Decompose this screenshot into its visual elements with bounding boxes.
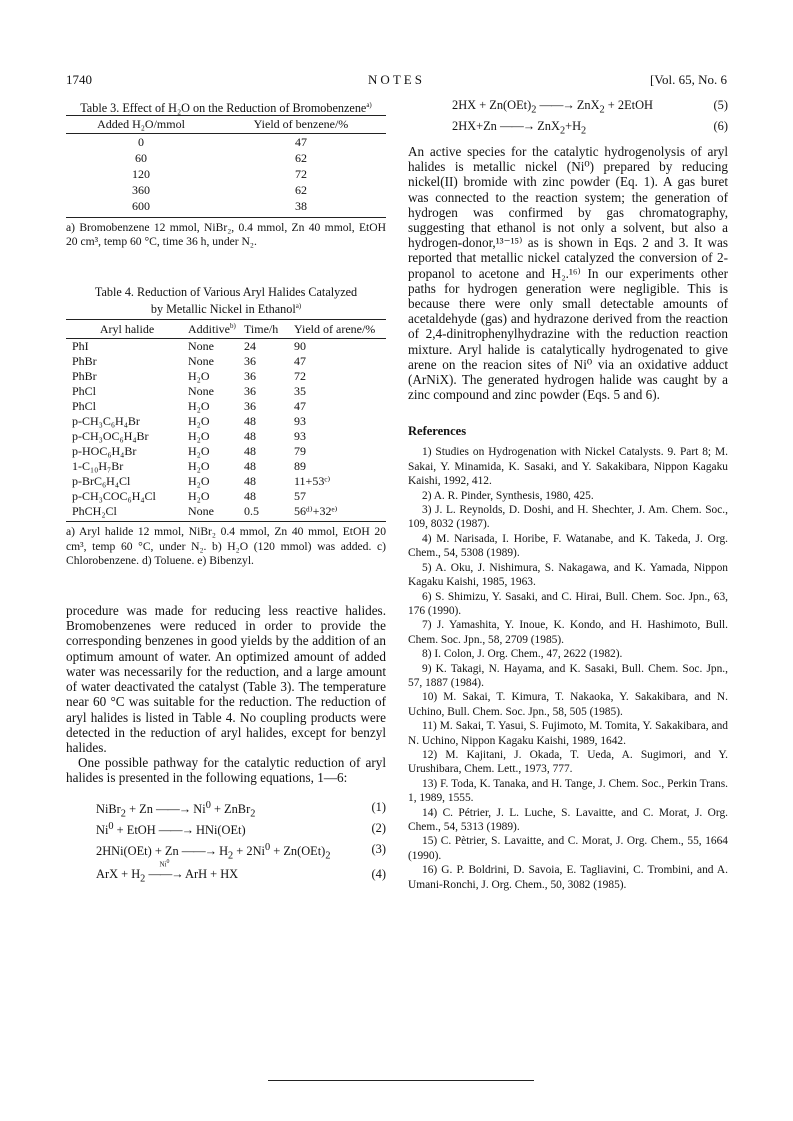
equation-2: $Ni^0$ + EtOH ——→ HNi(OEt) (2)	[96, 820, 386, 837]
left-column	[66, 98, 386, 888]
table-cell: 48	[244, 489, 256, 504]
table-row	[66, 414, 386, 429]
table-cell: 36	[244, 354, 256, 369]
table-cell: 1-C₁₀H₇Br	[72, 459, 124, 474]
reference-item: 11) M. Sakai, T. Yasui, S. Fujimoto, M. Tomita, Y. Sakakibara, and N. Uchino, Nippon Kagaku Kaishi, 1989, 1642.	[408, 720, 728, 747]
reference-item: 7) J. Yamashita, Y. Inoue, K. Kondo, and H. Hashimoto, Bull. Chem. Soc. Jpn., 58, 2709 (1985).	[408, 619, 728, 646]
table-cell: 72	[294, 369, 306, 384]
table-row	[66, 354, 386, 369]
table-cell: p-CH₃COC₆H₄Cl	[72, 489, 156, 504]
table-cell: 47	[295, 134, 307, 149]
right-column	[408, 98, 728, 892]
table-row	[66, 489, 386, 504]
paragraph: An active species for the catalytic hydrogenolysis of aryl halides is metallic nickel (Ni⁰) prepared by reducing nickel(II) bromide with zinc powder (Eq. 1). A gas buret was connected to the reaction system; the generation of hydrogen was confirmed by gas chromatography, suggesting that ethanol is not only a solvent, but also a hydrogen-donor,¹³⁻¹⁵⁾ as is shown in Eqs. 2 and 3. It was reported that metallic nickel catalyzed the conversion of 2-propanol to acetone and H₂.¹⁶⁾ In our experiments other paths for hydrogen generation were negligible. This is because there were only small detectable amounts of acetaldehyde (gas) and hydrazone derived from the reaction of 2,4-dinitrophenylhydrazine with the reduction reaction mixture. Aryl halide is catalytically hydrogenated to give arene on the reacion sites of Ni⁰ via an oxidative adduct (ArNiX). The generated hydrogen halide was caught by a zinc compound and zinc powder (Eqs. 5 and 6).	[408, 144, 728, 403]
table-row	[66, 384, 386, 399]
references-heading: References	[408, 424, 467, 439]
table-row	[66, 474, 386, 489]
running-header	[66, 72, 727, 88]
table-cell: 36	[244, 399, 256, 414]
table-cell: H₂O	[188, 489, 210, 504]
column-header: Yield of benzene/%	[253, 117, 349, 131]
table-cell: 24	[244, 339, 256, 354]
references-list	[408, 445, 728, 892]
table-cell: 36	[244, 384, 256, 399]
table-row	[66, 339, 386, 354]
table-4	[66, 285, 386, 568]
table-cell: 47	[294, 399, 306, 414]
volume-label: [Vol. 65, No. 6	[649, 72, 727, 87]
table-cell: H₂O	[188, 399, 210, 414]
table-cell: PhCl	[72, 399, 97, 414]
table-cell: None	[188, 339, 214, 354]
table-cell: H₂O	[188, 369, 210, 384]
table-cell: 38	[295, 198, 307, 213]
table-cell: H₂O	[188, 444, 210, 459]
table-cell: None	[188, 384, 214, 399]
table-cell: 57	[294, 489, 306, 504]
table-cell: 89	[294, 459, 306, 474]
table-row	[66, 504, 386, 519]
equation-6: 2HX+Zn ——→ $ZnX_2+H_2$ (6)	[452, 119, 728, 137]
table-cell: 47	[294, 354, 306, 369]
table-cell: p-CH₃OC₆H₄Br	[72, 429, 149, 444]
end-rule	[268, 1080, 534, 1081]
table-row	[66, 429, 386, 444]
section-title: NOTES	[368, 72, 425, 87]
reference-item: 9) K. Takagi, N. Hayama, and K. Sasaki, Bull. Chem. Soc. Jpn., 57, 1887 (1984).	[408, 662, 728, 689]
table-cell: 35	[294, 384, 306, 399]
table-cell: 48	[244, 444, 256, 459]
equation-5: $2HX + Zn(OEt)_2$ ——→ ZnX$_2$ + 2EtOH (5)	[452, 98, 728, 116]
table-3-caption: Table 3. Effect of H₂O on the Reduction of Bromobenzene$^{a)}$	[80, 101, 372, 116]
table-row	[66, 459, 386, 474]
table-cell: 62	[295, 182, 307, 197]
reference-item: 10) M. Sakai, T. Kimura, T. Nakaoka, Y. Sakakibara, and N. Uchino, Bull. Chem. Soc. Jpn., 58, 505 (1985).	[408, 691, 728, 718]
table-cell: 56ᵈ⁾+32ᵉ⁾	[294, 504, 338, 519]
table-4-grid	[66, 320, 386, 519]
reference-item: 6) S. Shimizu, Y. Sasaki, and C. Hirai, Bull. Chem. Soc. Jpn., 63, 176 (1990).	[408, 590, 728, 617]
table-cell: 93	[294, 429, 306, 444]
table-cell: PhBr	[72, 369, 97, 384]
reference-item: 1) Studies on Hydrogenation with Nickel Catalysts. 9. Part 8; M. Sakai, Y. Minamida, K. Sasaki, and Y. Sakakibara, Nippon Kagaku Kaishi, 1992, 412.	[408, 446, 728, 488]
column-header: Aryl halide	[99, 321, 155, 336]
table-cell: p-HOC₆H₄Br	[72, 444, 137, 459]
table-cell: H₂O	[188, 459, 210, 474]
equation-4: ArX + $H_2$ Ni$^0$ ——→ ArH + HX (4)	[96, 858, 386, 884]
table-cell: PhCl	[72, 384, 97, 399]
column-header: Added H₂O/mmol	[97, 117, 185, 131]
table-cell: 48	[244, 474, 256, 489]
table-row	[66, 399, 386, 414]
table-cell: 36	[244, 369, 256, 384]
table-cell: p-BrC₆H₄Cl	[72, 474, 131, 489]
reference-item: 3) J. L. Reynolds, D. Doshi, and H. Shechter, J. Am. Chem. Soc., 109, 8032 (1987).	[408, 504, 728, 531]
reference-item: 4) M. Narisada, I. Horibe, F. Watanabe, and K. Takeda, J. Org. Chem., 54, 5308 (1989).	[408, 532, 728, 560]
table-cell: 48	[244, 459, 256, 474]
table-cell: PhBr	[72, 354, 97, 369]
equation-1: NiBr$_2$ + Zn ——→ $Ni^0$ + ZnBr$_2$ (1)	[96, 799, 386, 820]
table-cell: 11+53ᶜ⁾	[294, 474, 331, 489]
column-header: Additive$^{b)}$	[188, 321, 236, 336]
table-cell: 72	[295, 166, 307, 181]
table-cell: 90	[294, 339, 306, 354]
table-cell: 60	[135, 150, 147, 165]
table-3-grid	[66, 116, 386, 214]
reference-item: 16) G. P. Boldrini, D. Savoia, E. Tagliavini, C. Trombini, and A. Umani-Ronchi, J. Org. Chem., 50, 3082 (1985).	[408, 864, 728, 891]
table-cell: H₂O	[188, 414, 210, 429]
equations-left	[66, 800, 386, 888]
table-cell: PhI	[72, 339, 89, 354]
equations-right	[408, 98, 728, 140]
table-cell: 120	[132, 166, 150, 181]
reference-item: 15) C. Pètrier, S. Lavaitte, and C. Morat, J. Org. Chem., 55, 1664 (1990).	[408, 835, 728, 862]
table-cell: 79	[294, 444, 306, 459]
reference-item: 8) I. Colon, J. Org. Chem., 47, 2622 (1982).	[422, 648, 623, 661]
table-cell: None	[188, 504, 214, 519]
table-4-footnote: a) Aryl halide 12 mmol, NiBr₂ 0.4 mmol, Zn 40 mmol, EtOH 20 cm³, temp 60 °C, under N₂. b) H₂O (120 mmol) was added. c) Chlorobenzene. d) Toluene. e) Bibenzyl.	[66, 525, 386, 567]
table-cell: PhCH₂Cl	[72, 504, 117, 519]
table-cell: 93	[294, 414, 306, 429]
reference-item: 13) F. Toda, K. Tanaka, and H. Tange, J. Chem. Soc., Perkin Trans. 1, 1989, 1555.	[408, 777, 728, 805]
reference-item: 12) M. Kajitani, J. Okada, T. Ueda, A. Sugimori, and Y. Urushibara, Chem. Lett., 1973, 777.	[408, 748, 728, 776]
equation-3: 2HNi(OEt) + Zn ——→ $H_2 + 2Ni^0 + Zn(OEt)_2$ (3)	[96, 841, 386, 862]
body-text-left	[66, 603, 386, 785]
table-cell: 62	[295, 150, 307, 165]
table-row	[66, 369, 386, 384]
column-header: Yield of arene/%	[294, 321, 376, 336]
table-4-caption: Table 4. Reduction of Various Aryl Halides Catalyzed by Metallic Nickel in Ethanol$^{a)}$	[94, 285, 358, 317]
table-cell: 600	[132, 198, 150, 213]
table-cell: H₂O	[188, 429, 210, 444]
reference-item: 14) C. Pétrier, J. L. Luche, S. Lavaitte, and C. Morat, J. Org. Chem., 54, 5313 (1989).	[408, 806, 728, 834]
reference-item: 5) A. Oku, J. Nishimura, S. Nakagawa, and K. Yamada, Nippon Kagaku Kaishi, 1985, 1963.	[408, 561, 728, 589]
page-number: 1740	[66, 72, 92, 87]
paragraph: One possible pathway for the catalytic reduction of aryl halides is presented in the following equations, 1—6:	[66, 755, 386, 786]
body-text-right	[408, 144, 728, 402]
table-cell: 48	[244, 429, 256, 444]
table-3	[66, 98, 386, 249]
table-cell: p-CH₃C₆H₄Br	[72, 414, 140, 429]
paragraph: procedure was made for reducing less reactive halides. Bromobenzenes were reduced in order to provide the corresponding benzenes in good yields by the addition of an optimum amount of water. An optimized amount of added water was necessarily for the reduction, and a large amount of water deactivated the catalyst (Table 3). The temperature near 60 °C was suitable for the reduction. The reduction of aryl halides is listed in Table 4. No coupling products were detected in the reduction of aryl halides, except for benzyl halides.	[66, 603, 386, 755]
table-3-footnote: a) Bromobenzene 12 mmol, NiBr₂, 0.4 mmol, Zn 40 mmol, EtOH 20 cm³, temp 60 °C, time 36 h, under N₂.	[66, 221, 386, 249]
table-cell: 360	[132, 182, 150, 197]
column-header: Time/h	[244, 321, 279, 336]
table-cell: 0	[138, 134, 144, 149]
table-cell: 48	[244, 414, 256, 429]
table-cell: H₂O	[188, 474, 210, 489]
reference-item: 2) A. R. Pinder, Synthesis, 1980, 425.	[422, 489, 594, 502]
table-row	[66, 444, 386, 459]
table-cell: 0.5	[244, 504, 259, 519]
table-cell: None	[188, 354, 214, 369]
